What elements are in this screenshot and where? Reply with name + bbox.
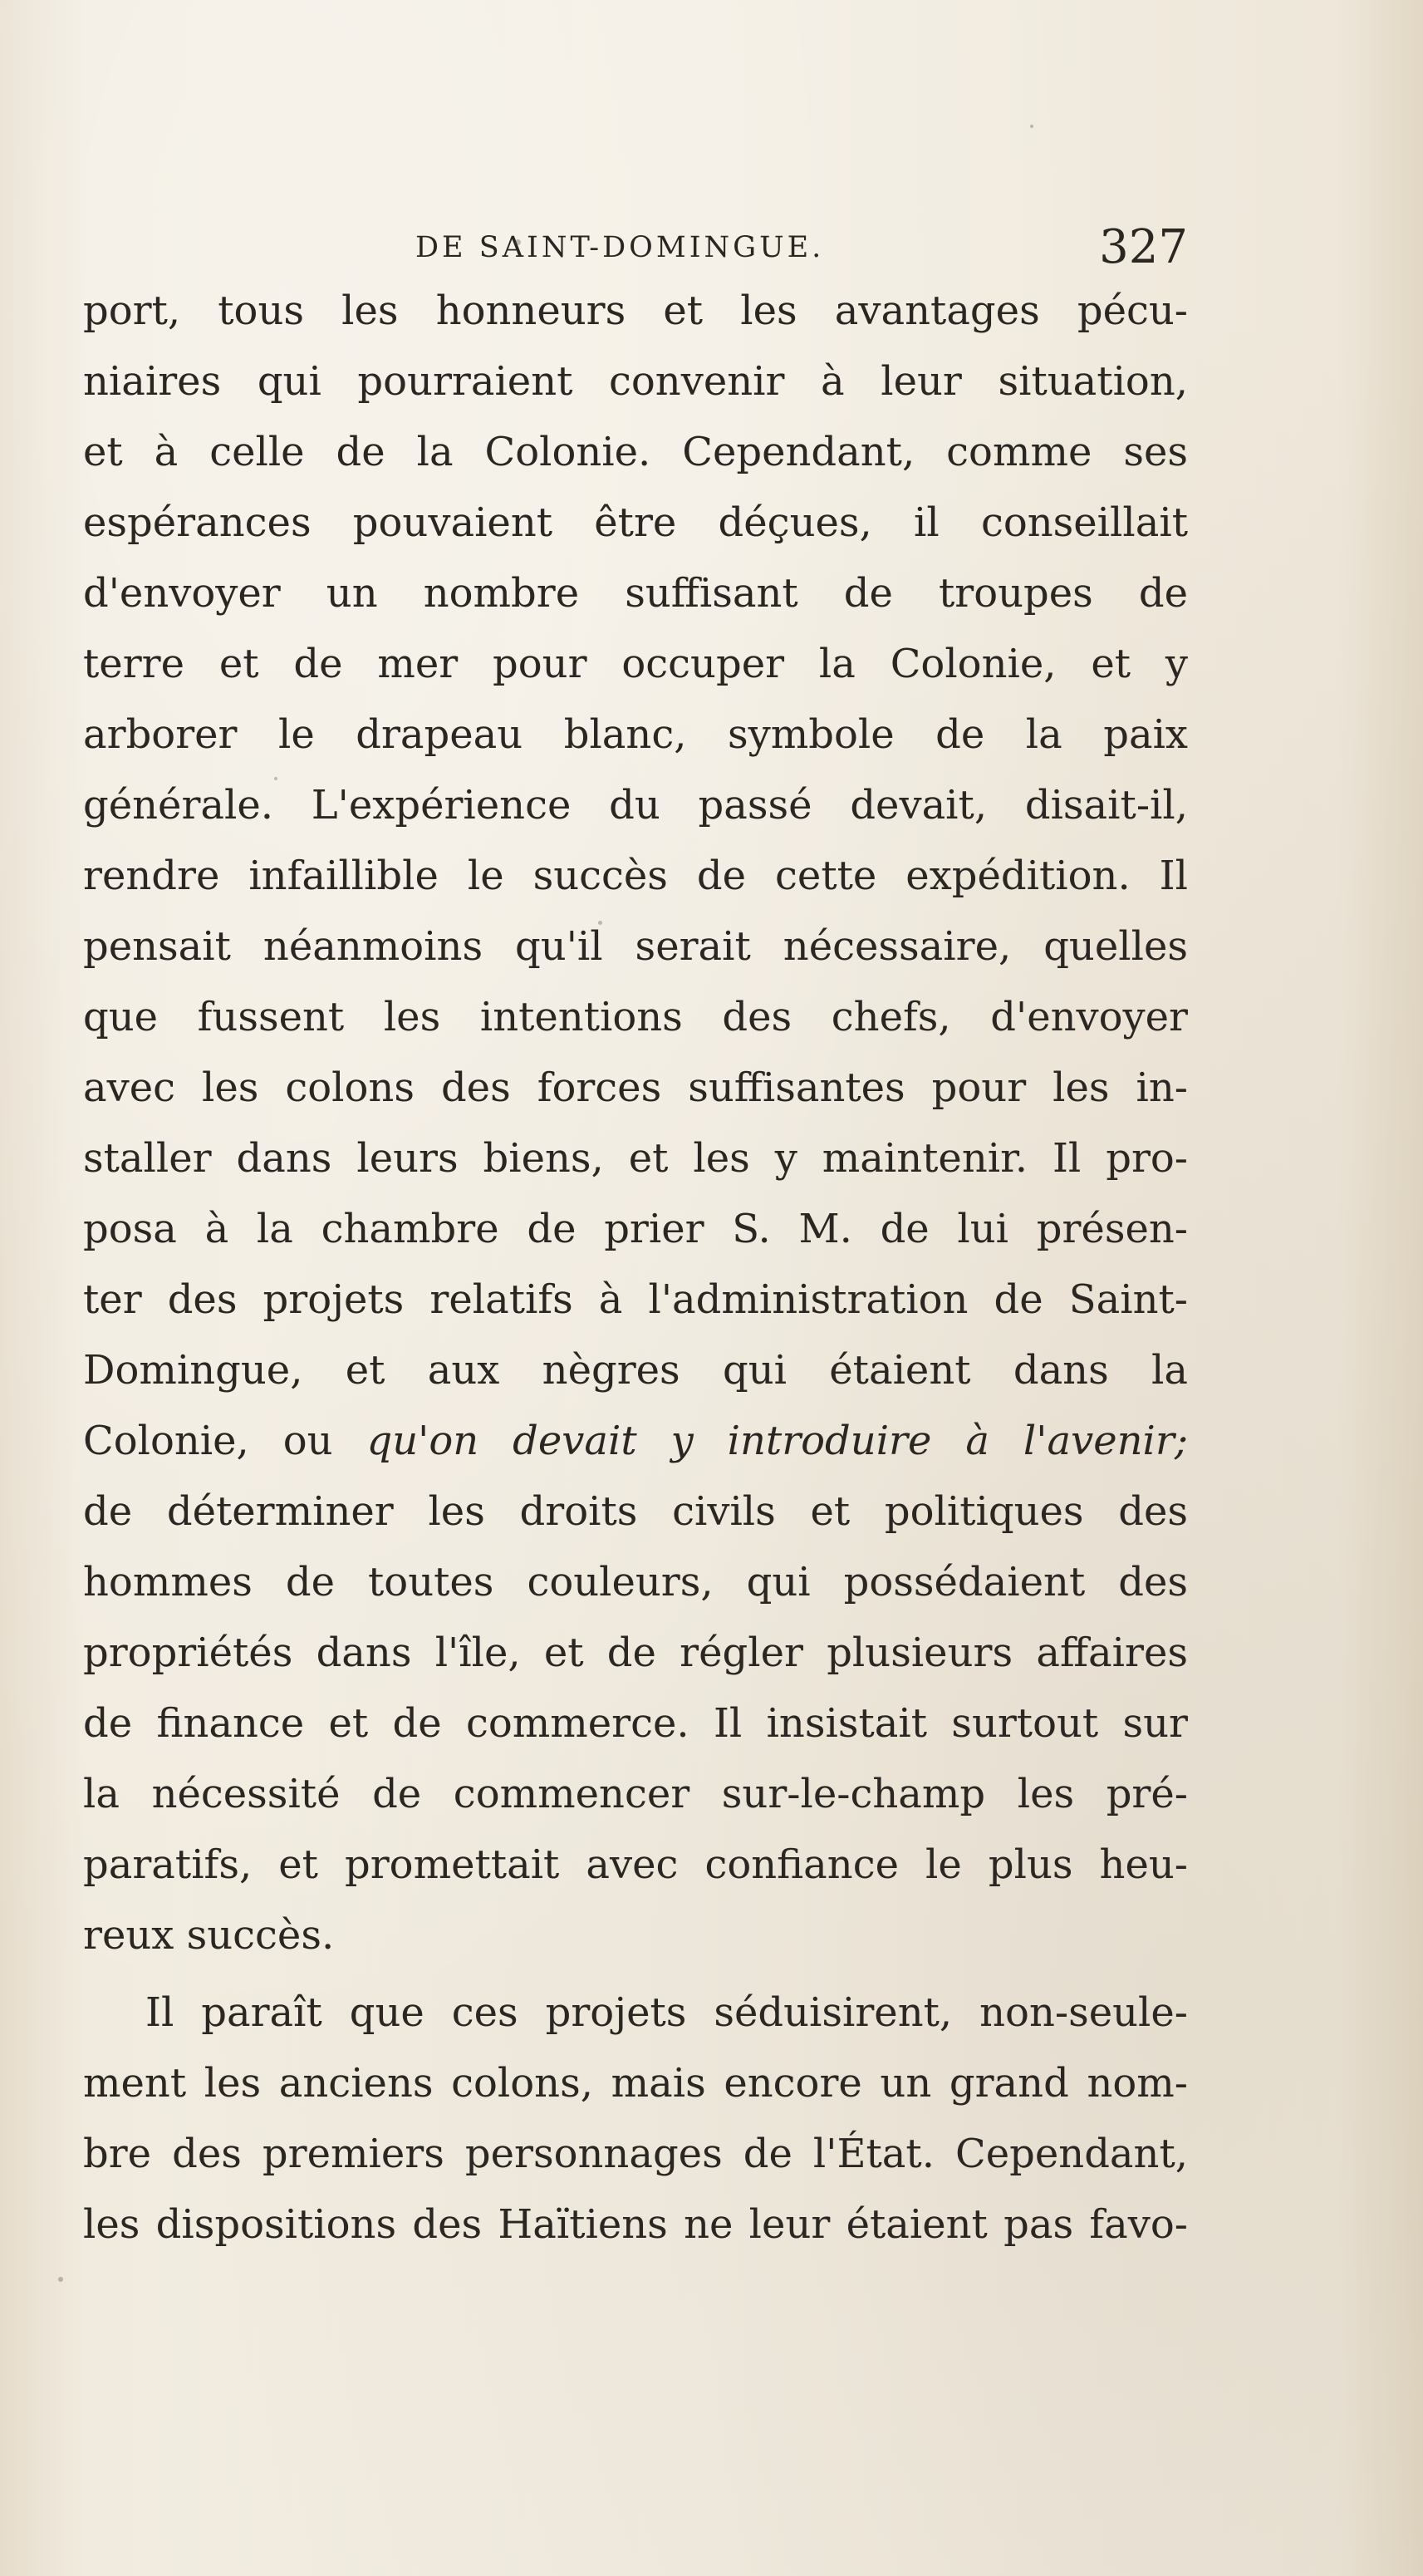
text-line: les dispositions des Haïtiens ne leur étaient pas favo-: [83, 2201, 1188, 2248]
text-line: staller dans leurs biens, et les y maintenir. Il pro-: [83, 1135, 1188, 1182]
text-line: et à celle de la Colonie. Cependant, comme ses: [83, 429, 1188, 475]
text-line: Domingue, et aux nègres qui étaient dans la: [83, 1347, 1188, 1394]
text-line: hommes de toutes couleurs, qui possédaient des: [83, 1559, 1188, 1605]
page-header: [83, 214, 1188, 281]
paper-speck: [1030, 125, 1033, 128]
text-line: arborer le drapeau blanc, symbole de la paix: [83, 711, 1188, 758]
paper-speck: [515, 239, 521, 245]
text-line: ter des projets relatifs à l'administration de Saint-: [83, 1276, 1188, 1323]
text-line: propriétés dans l'île, et de régler plusieurs affaires: [83, 1630, 1188, 1676]
text-line: port, tous les honneurs et les avantages pécu-: [83, 288, 1188, 334]
text-line: reux succès.: [83, 1912, 335, 1959]
text-line: espérances pouvaient être déçues, il conseillait: [83, 499, 1188, 546]
text-line: de finance et de commerce. Il insistait surtout sur: [83, 1700, 1188, 1747]
text-line: paratifs, et promettait avec confiance le plus heu-: [83, 1841, 1188, 1888]
text-line: bre des premiers personnages de l'État. Cependant,: [83, 2131, 1188, 2177]
running-title: DE SAINT-DOMINGUE.: [415, 231, 825, 264]
line-start-text: Colonie, ou: [83, 1418, 367, 1464]
text-line: ment les anciens colons, mais encore un grand nom-: [83, 2060, 1188, 2107]
italic-text: qu'on devait y introduire à l'avenir;: [366, 1418, 1188, 1464]
page-number: 327: [1099, 220, 1188, 274]
text-line: niaires qui pourraient convenir à leur situation,: [83, 358, 1188, 405]
paragraph-first-line: Il paraît que ces projets séduisirent, non-seule-: [145, 1989, 1188, 2036]
text-line: de déterminer les droits civils et politiques des: [83, 1488, 1188, 1535]
text-line: posa à la chambre de prier S. M. de lui présen-: [83, 1206, 1188, 1252]
paper-speck: [58, 2277, 63, 2282]
text-line: pensait néanmoins qu'il serait nécessaire, quelles: [83, 923, 1188, 970]
text-line-with-italic: [83, 1406, 1188, 1477]
text-line: générale. L'expérience du passé devait, disait-il,: [83, 782, 1188, 828]
body-text: [83, 276, 1188, 2260]
paper-speck: [274, 777, 277, 780]
text-line: avec les colons des forces suffisantes pour les in-: [83, 1064, 1188, 1111]
text-line: d'envoyer un nombre suffisant de troupes de: [83, 570, 1188, 617]
text-line: rendre infaillible le succès de cette expédition. Il: [83, 853, 1188, 899]
text-line: terre et de mer pour occuper la Colonie, et y: [83, 641, 1188, 687]
paper-speck: [598, 921, 602, 925]
text-line: la nécessité de commencer sur-le-champ les pré-: [83, 1771, 1188, 1817]
text-line: que fussent les intentions des chefs, d'envoyer: [83, 994, 1188, 1040]
